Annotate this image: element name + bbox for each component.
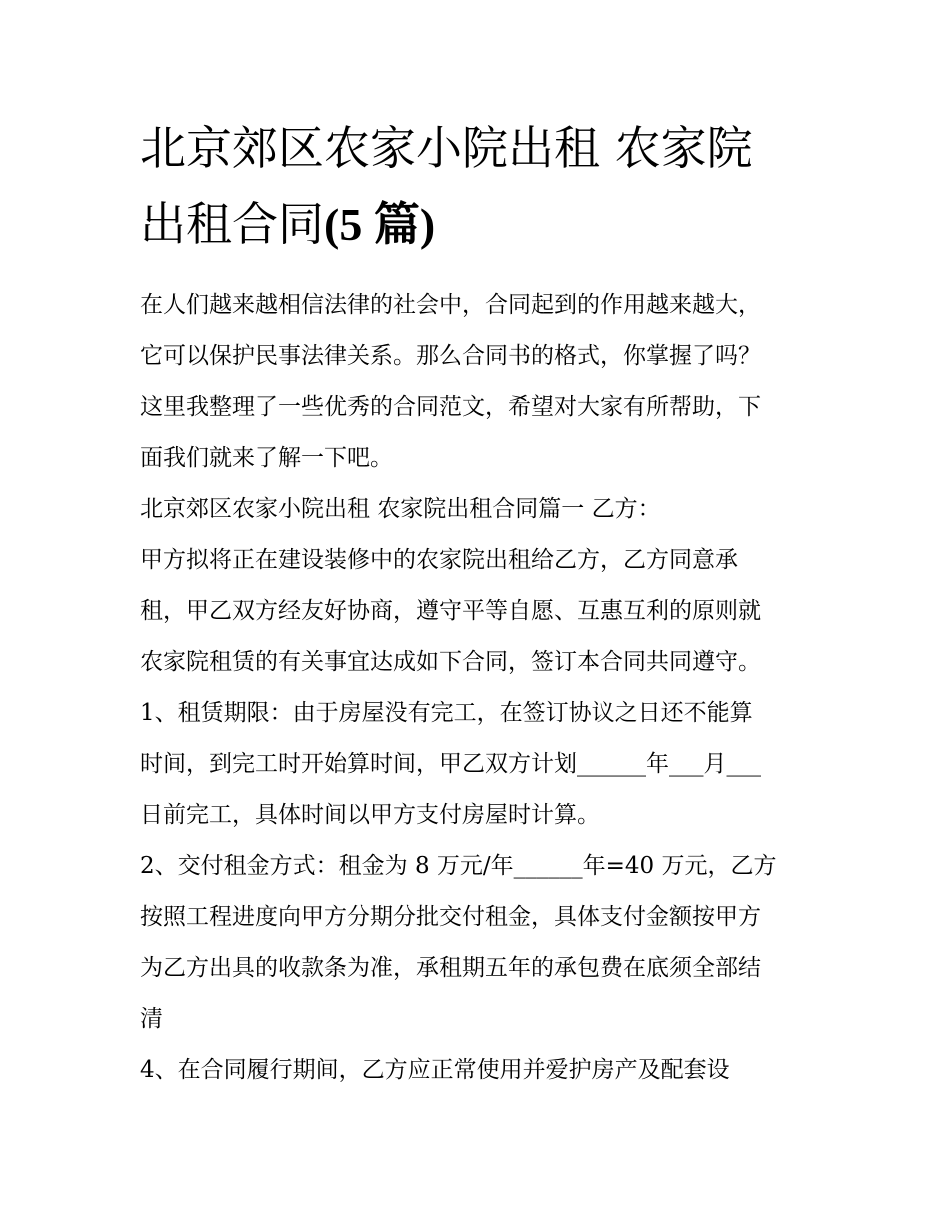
text-line: 为乙方出具的收款条为准，承租期五年的承包费在底须全部结 — [140, 955, 761, 981]
section-heading — [140, 484, 820, 535]
document-body — [140, 280, 820, 1096]
text-line: 清 — [140, 1006, 163, 1032]
text-line: 它可以保护民事法律关系。那么合同书的格式，你掌握了吗？ — [140, 343, 761, 369]
text-line: 农家院租赁的有关事宜达成如下合同，签订本合同共同遵守。 — [140, 649, 761, 675]
text-line: 甲方拟将正在建设装修中的农家院出租给乙方，乙方同意承 — [140, 547, 738, 573]
clause-1 — [140, 688, 820, 841]
text-line: 4、在合同履行期间，乙方应正常使用并爱护房产及配套设 — [140, 1057, 730, 1083]
title-text: 出租合同 — [140, 197, 324, 251]
text-line: 按照工程进度向甲方分期分批交付租金，具体支付金额按甲方 — [140, 904, 761, 930]
title-line — [140, 186, 820, 262]
text-line: 时间，到完工时开始算时间，甲乙双方计划______年___月___ — [140, 751, 761, 777]
text-line: 2、交付租金方式：租金为 8 万元/年______年=40 万元，乙方 — [140, 853, 777, 879]
document-title — [140, 110, 820, 262]
title-count: (5 篇) — [324, 199, 436, 250]
text-line: 租，甲乙双方经友好协商，遵守平等自愿、互惠互利的原则就 — [140, 598, 761, 624]
text-line: 这里我整理了一些优秀的合同范文，希望对大家有所帮助，下 — [140, 394, 761, 420]
intro-paragraph — [140, 280, 820, 484]
text-line: 北京郊区农家小院出租 农家院出租合同篇一 乙方： — [140, 496, 661, 522]
text-line: 日前完工，具体时间以甲方支付房屋时计算。 — [140, 802, 600, 828]
title-line: 北京郊区农家小院出租 农家院 — [140, 121, 753, 175]
text-line: 1、租赁期限：由于房屋没有完工，在签订协议之日还不能算 — [140, 700, 753, 726]
clause-2 — [140, 841, 820, 1045]
preamble-paragraph — [140, 535, 820, 688]
text-line: 面我们就来了解一下吧。 — [140, 445, 393, 471]
text-line: 在人们越来越相信法律的社会中，合同起到的作用越来越大， — [140, 292, 761, 318]
clause-4 — [140, 1045, 820, 1096]
